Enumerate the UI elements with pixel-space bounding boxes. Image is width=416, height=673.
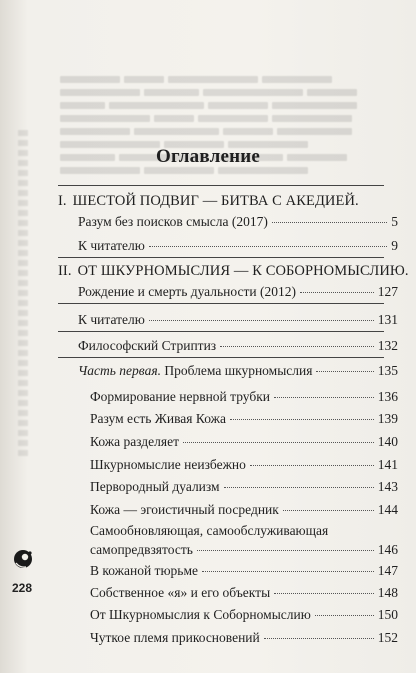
- part-title: I. ШЕСТОЙ ПОДВИГ — БИТВА С АКЕДИЕЙ.: [58, 193, 359, 209]
- publisher-logo-icon: [12, 548, 34, 570]
- toc-section-entry[interactable]: В кожаной тюрьме 147: [90, 563, 398, 578]
- toc-entry[interactable]: Рождение и смерть дуальности (2012) 127: [78, 284, 398, 299]
- entry-divider: [58, 357, 384, 358]
- toc-section-entry[interactable]: Первородный дуализм 143: [90, 479, 398, 494]
- page-number: 228: [12, 581, 33, 595]
- toc-section-entry[interactable]: Кожа разделяет 140: [90, 434, 398, 449]
- toc-section-entry[interactable]: Шкурномыслие неизбежно 141: [90, 457, 398, 472]
- toc-section-entry[interactable]: Кожа — эгоистичный посредник 144: [90, 502, 398, 517]
- toc-section-entry-line1[interactable]: Самообновляющая, самообслуживающая: [90, 523, 329, 538]
- part-title: II. ОТ ШКУРНОМЫСЛИЯ — К СОБОРНОМЫСЛИЮ.: [58, 263, 409, 279]
- toc-section-entry[interactable]: самопредвзятость 146: [90, 542, 398, 557]
- toc-entry[interactable]: К читателю 131: [78, 312, 398, 327]
- toc-entry[interactable]: Философский Стриптиз 132: [78, 338, 398, 353]
- toc-entry[interactable]: К читателю 9: [78, 238, 398, 253]
- toc-heading: Оглавление: [155, 146, 261, 167]
- toc-section-entry[interactable]: Разум есть Живая Кожа 139: [90, 411, 398, 426]
- toc-chapter-entry[interactable]: Часть первая. Проблема шкурномыслия 135: [78, 363, 398, 378]
- toc-section-entry[interactable]: Чуткое племя прикосновений 152: [90, 630, 398, 645]
- toc-section-entry[interactable]: Собственное «я» и его объекты 148: [90, 585, 398, 600]
- toc-entry[interactable]: Разум без поисков смысла (2017) 5: [78, 214, 398, 229]
- part-divider: [58, 257, 384, 258]
- toc-section-entry[interactable]: От Шкурномыслия к Соборномыслию 150: [90, 607, 398, 622]
- entry-divider: [58, 303, 384, 304]
- toc-section-entry[interactable]: Формирование нервной трубки 136: [90, 389, 398, 404]
- part-divider-top: [58, 185, 384, 186]
- entry-divider: [58, 331, 384, 332]
